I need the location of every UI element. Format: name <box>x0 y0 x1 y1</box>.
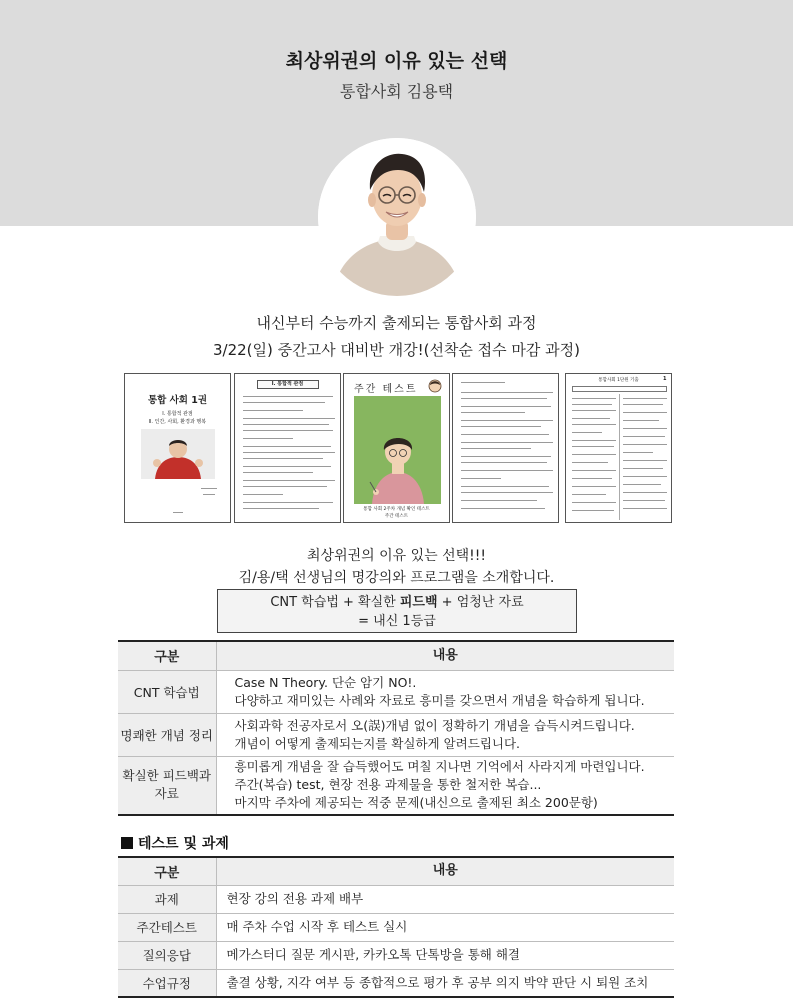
header-category: 구분 <box>118 641 216 670</box>
table-row <box>118 913 674 941</box>
book3-illustration <box>354 396 441 504</box>
row-label: 수업규정 <box>118 969 216 997</box>
course-description: 내신부터 수능까지 출제되는 통합사회 과정 <box>256 314 537 332</box>
row-label: 질의응답 <box>118 941 216 969</box>
table-row <box>118 885 674 913</box>
intro-line-1: 최상위권의 이유 있는 선택!!! <box>307 548 486 564</box>
table-row <box>118 713 674 756</box>
book2-title: Ⅰ. 통합적 관점 <box>271 381 304 387</box>
formula-bold: 피드백 <box>399 595 438 610</box>
course-schedule: 3/22(일) 중간고사 대비반 개강!(선착순 접수 마감 과정) <box>212 341 581 359</box>
row-label: 확실한 피드백과 자료 <box>118 756 216 815</box>
row-label: 명쾌한 개념 정리 <box>118 713 216 756</box>
table-row <box>118 941 674 969</box>
square-bullet-icon <box>121 837 133 849</box>
formula-line-1: CNT 학습법 + 확실한 피드백 + 엄청난 자료 <box>270 595 524 610</box>
row-content: 출결 상황, 지각 여부 등 종합적으로 평가 후 공부 의지 박약 판단 시 퇴원 조치 <box>216 969 674 997</box>
table-row <box>118 756 674 815</box>
table-row <box>118 670 674 713</box>
table-row <box>118 969 674 997</box>
mascot-face-icon <box>428 379 442 393</box>
formula-box <box>217 589 577 633</box>
book-page-4 <box>452 373 559 523</box>
book-page-5 <box>565 373 672 523</box>
book1-photo <box>141 429 215 479</box>
book-cover-3 <box>343 373 450 523</box>
table-header-row <box>118 641 674 670</box>
table-header-row <box>118 857 674 885</box>
test-assignment-table <box>118 856 674 998</box>
row-label: 과제 <box>118 885 216 913</box>
program-table <box>118 640 674 816</box>
teacher-name: 통합사회 김용택 <box>339 82 454 101</box>
header-category: 구분 <box>118 857 216 885</box>
row-content: Case N Theory. 단순 암기 NO!. 다양하고 재미있는 사례와 자료로 흥미를 갖으면서 개념을 학습하게 됩니다. <box>216 670 674 713</box>
book1-subtitle-1: Ⅰ. 통합적 관점 <box>162 411 193 417</box>
row-label: CNT 학습법 <box>118 670 216 713</box>
header-content: 내용 <box>216 641 674 670</box>
section-title: 테스트 및 과제 <box>121 833 229 853</box>
formula-line-2: = 내신 1등급 <box>358 614 436 629</box>
teacher-portrait <box>318 138 476 296</box>
book3-caption: 통합 사회 2주차 개념 확인 테스트 <box>363 507 430 512</box>
textbook-previews <box>124 373 672 525</box>
row-label: 주간테스트 <box>118 913 216 941</box>
header-content: 내용 <box>216 857 674 885</box>
book5-badge: 1 <box>663 376 667 382</box>
book3-caption-2: 주간 테스트 <box>384 514 409 519</box>
book1-subtitle-2: Ⅱ. 인간, 사회, 환경과 행복 <box>148 419 207 425</box>
teacher-photo-illustration <box>318 138 476 296</box>
row-content: 매 주차 수업 시작 후 테스트 실시 <box>216 913 674 941</box>
row-content: 흥미롭게 개념을 잘 습득했어도 며칠 지나면 기억에서 사라지게 마련입니다. 주간(복습) test, 현장 전용 과제물을 통한 철저한 복습... 마지막 주차에 제공되는 적중 문제(내신으로 출제된 최소 200문항) <box>216 756 674 815</box>
row-content: 메가스터디 질문 게시판, 카카오톡 단톡방을 통해 해결 <box>216 941 674 969</box>
row-content: 사회과학 전공자로서 오(誤)개념 없이 정확하기 개념을 습득시켜드립니다. 개념이 어떻게 출제되는지를 확실하게 알려드립니다. <box>216 713 674 756</box>
book-cover-1 <box>124 373 231 523</box>
intro-line-2: 김/용/택 선생님의 명강의와 프로그램을 소개합니다. <box>238 570 555 586</box>
page-title: 최상위권의 이유 있는 선택 <box>285 50 508 72</box>
row-content: 현장 강의 전용 과제 배부 <box>216 885 674 913</box>
book-page-2 <box>234 373 341 523</box>
book5-title: 통합사회 1단원 기출 <box>598 378 639 383</box>
book1-title: 통합 사회 1권 <box>147 395 208 406</box>
book3-title: 주간 테스트 <box>354 384 418 395</box>
